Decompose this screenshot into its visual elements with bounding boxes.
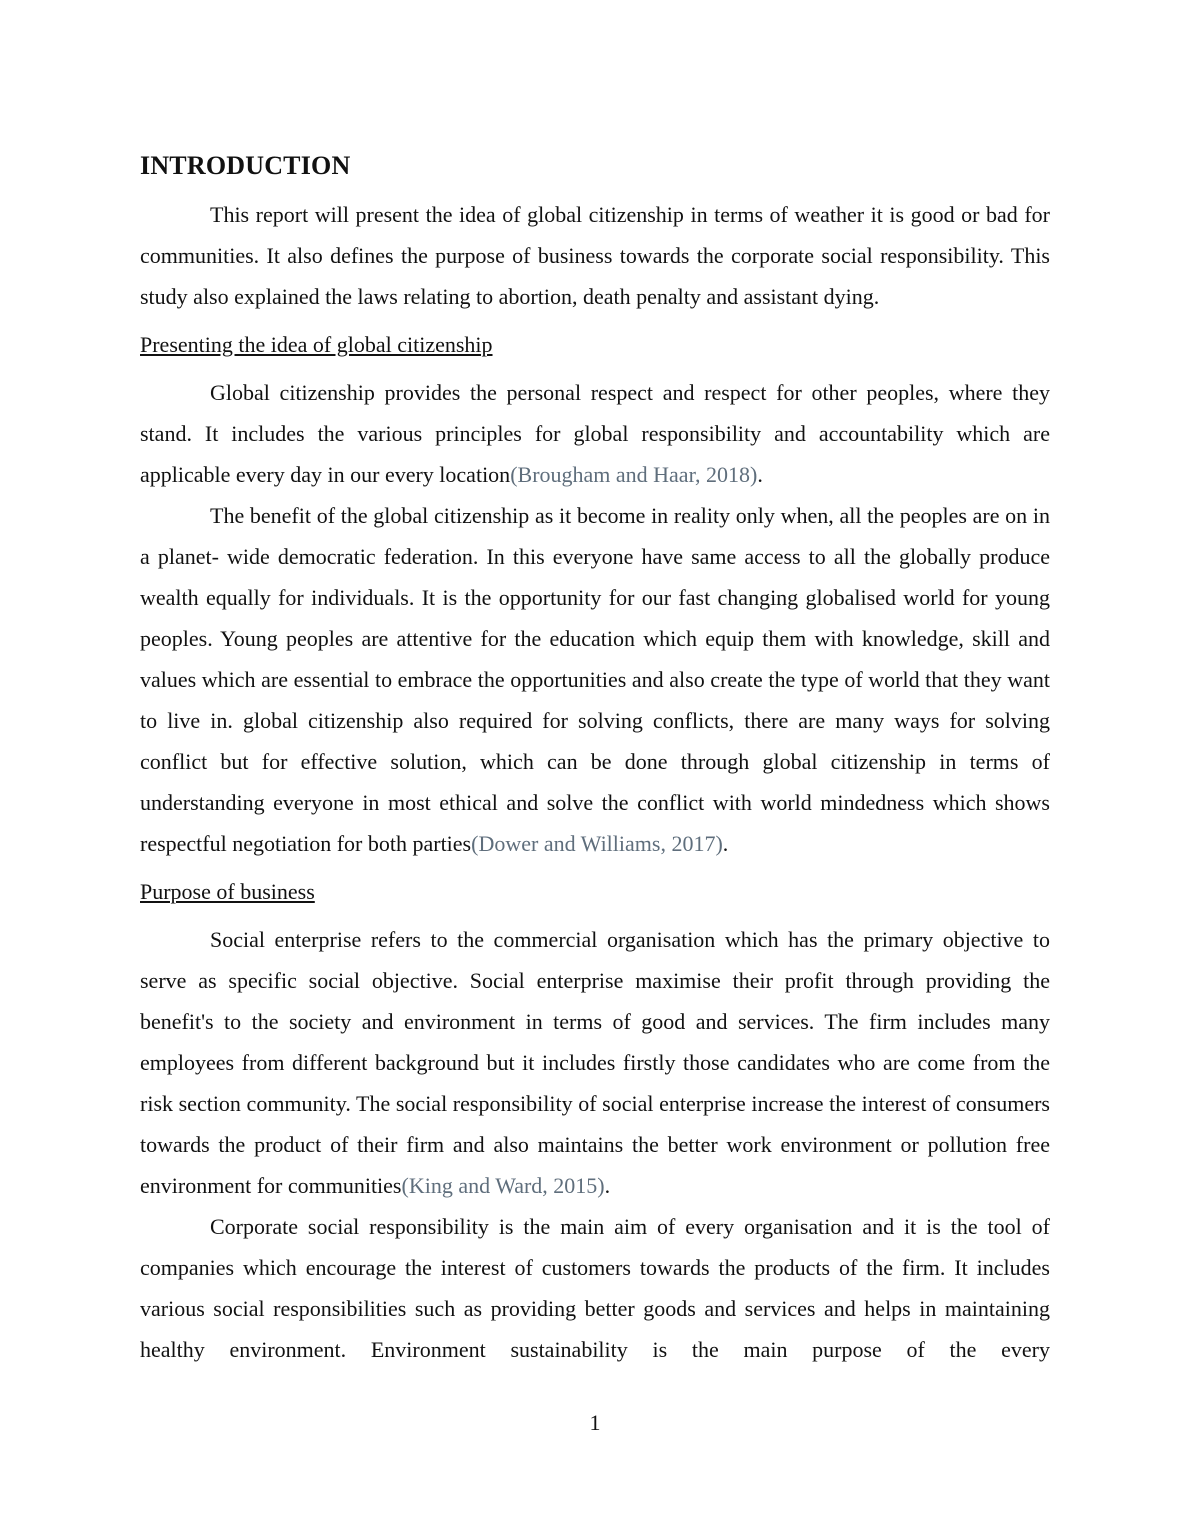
citation: (Brougham and Haar, 2018): [510, 462, 758, 487]
citation-tail: .: [757, 462, 763, 487]
paragraph: [140, 495, 1050, 864]
paragraph-text: The benefit of the global citizenship as it become in reality only when, all the peoples are on in a planet- wide democratic federation. In this everyone have same access to all the globally produce wealth equally for individuals. It is the opportunity for our fast changing globalised world for young peoples. Young peoples are attentive for the education which equip them with knowledge, skill and values which are essential to embrace the opportunities and also create the type of world that they want to live in. global citizenship also required for solving conflicts, there are many ways for solving conflict but for effective solution, which can be done through global citizenship in terms of understanding everyone in most ethical and solve the conflict with world mindedness which shows respectful negotiation for both parties: [140, 503, 1050, 856]
paragraph: [140, 919, 1050, 1206]
paragraph: [140, 372, 1050, 495]
citation-tail: .: [722, 831, 729, 856]
citation: (King and Ward, 2015): [401, 1173, 605, 1198]
page-number: 1: [589, 1410, 601, 1435]
citation: (Dower and Williams, 2017): [471, 831, 723, 856]
paragraph-text: This report will present the idea of global citizenship in terms of weather it is good or bad for communities. It also defines the purpose of business towards the corporate social responsibility. This study also explained the laws relating to abortion, death penalty and assistant dying.: [140, 202, 1050, 309]
intro-paragraph: [140, 194, 1050, 317]
paragraph-text: Corporate social responsibility is the main aim of every organisation and it is the tool of companies which encourage the interest of customers towards the products of the firm. It includes various social responsibilities such as providing better goods and services and helps in maintaining healthy environment. Environment sustainability is the main purpose of the every: [140, 1214, 1050, 1362]
section-heading-purpose-of-business: Purpose of business: [140, 879, 315, 904]
paragraph-text: Global citizenship provides the personal respect and respect for other peoples, where they stand. It includes the various principles for global responsibility and accountability which are applicable every day in our every location: [140, 380, 1050, 487]
page-title: INTRODUCTION: [140, 151, 351, 180]
paragraph-text: Social enterprise refers to the commercial organisation which has the primary objective to serve as specific social objective. Social enterprise maximise their profit through providing the benefit's to the society and environment in terms of good and services. The firm includes many employees from different background but it includes firstly those candidates who are come from the risk section community. The social responsibility of social enterprise increase the interest of consumers towards the product of their firm and also maintains the better work environment or pollution free environment for communities: [140, 927, 1050, 1198]
paragraph: [140, 1206, 1050, 1370]
citation-tail: .: [604, 1173, 611, 1198]
section-heading-global-citizenship: Presenting the idea of global citizenship: [140, 332, 493, 357]
